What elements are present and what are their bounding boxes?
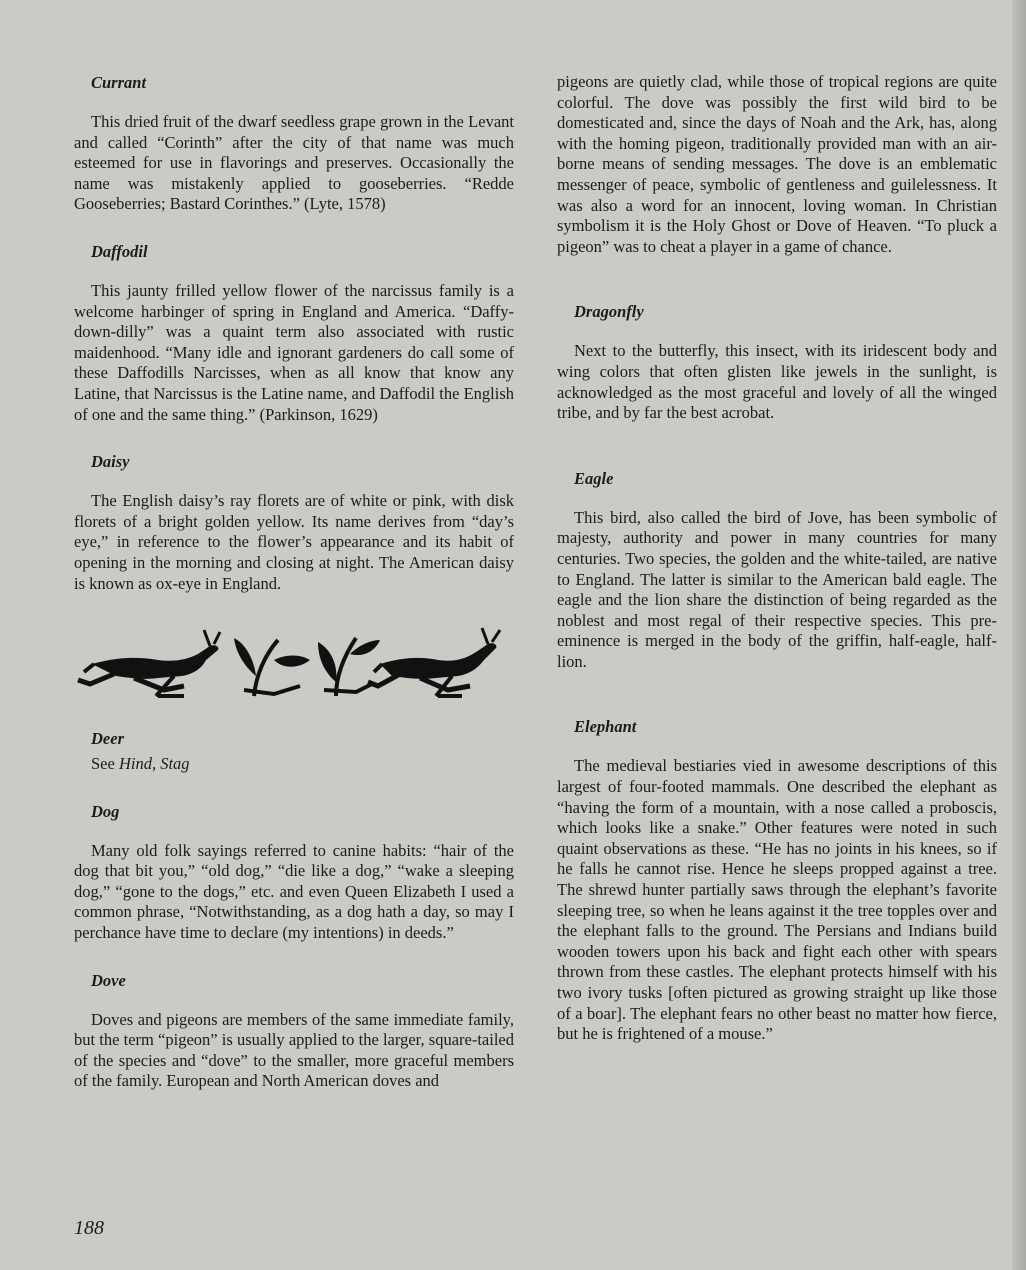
entry-body: This dried fruit of the dwarf seedless grape grown in the Levant and called “Corinth” after the city of that name was much esteemed for use in flavorings and preserves. Occasionally the name was mistakenly applied to gooseberries. “Redde Gooseberries; Bastard Corinthes.” (Lyte, 1578): [74, 112, 514, 214]
entry-title: Eagle: [574, 468, 614, 488]
leaping-deer-icon: [78, 630, 220, 696]
entry-body: pigeons are quietly clad, while those of tropical regions are quite colorful. The dove was possibly the first wild bird to be domesticated and, since the days of Noah and the Ark, has, along with the homing pigeon, traditionally provided man with an air-borne means of sending messages. The dove is an emblematic messenger of peace, symbolic of gentleness and guilelessness. It was also a word for an innocent, loving woman. In Christian symbolism it is the Holy Ghost or Dove of Heaven. “To pluck a pigeon” was to cheat a player in a game of chance.: [557, 72, 997, 256]
entry-body: This jaunty frilled yellow flower of the narcissus family is a welcome harbinger of spring in England and America. “Daffy-down-dilly” was a quaint term also associated with rustic maidenhood. “Many idle and ignorant gardeners do call some of these Daffodills Narcisses, when as all know that know any Latine, that Narcissus is the Latine name, and Daffodil the English of one and the same thing.” (Parkinson, 1629): [74, 280, 514, 424]
entry-dragonfly: [557, 301, 997, 423]
entry-body: The medieval bestiaries vied in awesome descriptions of this largest of four-footed mammals. One described the elephant as “having the form of a mountain, with a nose called a proboscis, which looks like a snake.” Other features were noted in such quaint observations as these. “He has no joints in his knees, so if he falls he cannot rise. Hence he sleeps propped against a tree. The shrewd hunter partially saws through the elephant’s favorite sleeping tree, so when he leans against it the tree topples over and the elephant falls to the ground. The Persians and Indians build wooden towers upon his back and fight each other with spears thrown from these castles. The elephant protects himself with his two ivory tusks [often pictured as growing straight up like those of a boar]. The elephant fears no other beast no matter how fierce, but he is frightened of a mouse.”: [557, 756, 997, 1044]
entry-title: Daffodil: [91, 241, 148, 261]
leaf-sprig-icon: [234, 638, 310, 696]
entry-daffodil: [74, 241, 514, 425]
entry-title: Elephant: [574, 717, 637, 737]
entry-dog: [74, 801, 514, 944]
entry-body: Many old folk sayings referred to canine habits: “hair of the dog that bit you,” “old dog,” “die like a dog,” “wake a sleeping dog,” “gone to the dogs,” etc. and even Queen Elizabeth I used a common phrase, “Notwithstanding, as a dog hath a day, so may I perchance have time to declare (my intentions) in deeds.”: [74, 840, 514, 943]
entry-dove: [74, 970, 514, 1092]
entry-daisy: [74, 451, 514, 594]
entry-deer: [74, 728, 514, 775]
entry-title: Deer: [91, 729, 124, 749]
leaf-sprig-icon: [318, 638, 380, 696]
cross-reference: [91, 754, 514, 775]
entry-elephant: [557, 716, 997, 1044]
entry-eagle: [557, 468, 997, 673]
entry-dove-continued: [557, 72, 997, 257]
entry-title: Dog: [91, 801, 120, 821]
entry-title: Dragonfly: [574, 302, 644, 322]
right-column: [557, 72, 997, 1071]
left-column: [74, 72, 514, 1118]
leaping-deer-and-leaf-frieze-icon: [74, 620, 514, 700]
page-number: 188: [74, 1217, 104, 1239]
entry-title: Currant: [91, 73, 147, 92]
leaping-deer-icon: [368, 628, 500, 696]
entry-body: Doves and pigeons are members of the same immediate family, but the term “pigeon” is usually applied to the larger, square-tailed of the species and “dove” to the smaller, more graceful members of the family. European and North American doves and: [74, 1009, 514, 1091]
entry-title: Daisy: [91, 452, 130, 472]
entry-body: Next to the butterfly, this insect, with its iridescent body and wing colors that often glisten like jewels in the sunlight, is acknowledged as the most graceful and lovely of all the winged tribe, and by far the best acrobat.: [557, 341, 997, 423]
entry-body: The English daisy’s ray florets are of white or pink, with disk florets of a bright golden yellow. Its name derives from “day’s eye,” in reference to the flower’s appearance and its habit of opening in the morning and closing at night. The American daisy is known as ox-eye in England.: [74, 491, 514, 593]
entry-title: Dove: [91, 970, 126, 990]
see-references: Hind, Stag: [118, 754, 190, 774]
entry-body: This bird, also called the bird of Jove, has been symbolic of majesty, authority and power in many countries for many centuries. Two species, the golden and the white-tailed, are native to England. The latter is similar to the American bald eagle. The eagle and the lion share the distinction of being regarded as the noblest and most regal of their respective species. This pre-eminence is merged in the body of the griffin, half-eagle, half-lion.: [557, 507, 997, 671]
see-prefix: See: [91, 754, 115, 774]
page-edge: [1012, 0, 1026, 1270]
entry-currant: [74, 72, 514, 215]
